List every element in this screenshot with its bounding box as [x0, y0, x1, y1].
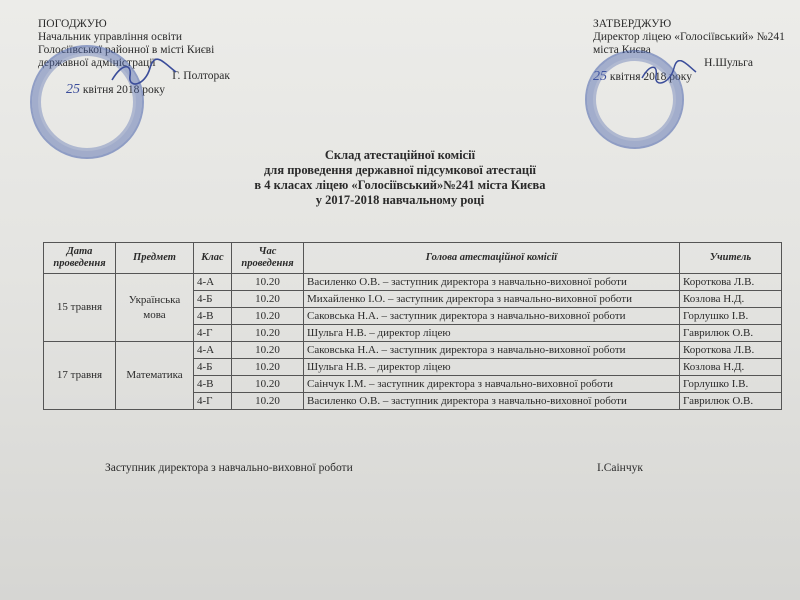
cell-class: 4-В	[194, 308, 232, 325]
cell-teacher: Козлова Н.Д.	[680, 291, 782, 308]
header-time: Час проведення	[232, 243, 304, 274]
cell-teacher: Гаврилюк О.В.	[680, 393, 782, 410]
header-class: Клас	[194, 243, 232, 274]
cell-class: 4-Б	[194, 359, 232, 376]
cell-date: 17 травня	[44, 342, 116, 410]
cell-head: Шульга Н.В. – директор ліцею	[304, 359, 680, 376]
cell-class: 4-А	[194, 342, 232, 359]
approve-line2-right: міста Києва	[593, 44, 651, 56]
footer-signer: І.Саінчук	[597, 462, 643, 474]
cell-class: 4-Б	[194, 291, 232, 308]
table-row	[44, 274, 782, 291]
cell-time: 10.20	[232, 376, 304, 393]
cell-class: 4-Г	[194, 393, 232, 410]
approve-signer-right: Н.Шульга	[704, 57, 753, 69]
cell-teacher: Короткова Л.В.	[680, 274, 782, 291]
approve-line1-left: Начальник управління освіти	[38, 31, 183, 43]
approve-heading-left: ПОГОДЖУЮ	[38, 18, 107, 30]
table-header-row	[44, 243, 782, 274]
header-subject: Предмет	[116, 243, 194, 274]
header-teacher: Учитель	[680, 243, 782, 274]
footer-position: Заступник директора з навчально-виховної роботи	[105, 462, 353, 474]
approve-date-left: квітня 2018 року	[82, 84, 165, 96]
cell-class: 4-В	[194, 376, 232, 393]
approve-heading-right: ЗАТВЕРДЖУЮ	[593, 18, 672, 30]
commission-table	[43, 242, 782, 410]
cell-subject: Математика	[116, 342, 194, 410]
cell-head: Василенко О.В. – заступник директора з навчально-виховної роботи	[304, 274, 680, 291]
title-line4: у 2017-2018 навчальному році	[315, 193, 485, 207]
signature-left	[110, 58, 180, 88]
cell-teacher: Козлова Н.Д.	[680, 359, 782, 376]
cell-time: 10.20	[232, 393, 304, 410]
cell-class: 4-А	[194, 274, 232, 291]
approve-line3-left: державної адміністрації	[38, 57, 156, 69]
approve-signer-left: Г. Полторак	[172, 70, 230, 82]
cell-subject: Українська мова	[116, 274, 194, 342]
cell-head: Саковська Н.А. – заступник директора з навчально-виховної роботи	[304, 342, 680, 359]
cell-time: 10.20	[232, 325, 304, 342]
document-title	[0, 148, 800, 208]
cell-head: Василенко О.В. – заступник директора з навчально-виховної роботи	[304, 393, 680, 410]
cell-teacher: Горлушко І.В.	[680, 308, 782, 325]
approve-line2-left: Голосіївської районної в місті Києві	[38, 44, 215, 56]
table-row	[44, 342, 782, 359]
approve-line1-right: Директор ліцею «Голосіївський» №241	[593, 31, 785, 43]
title-line2: для проведення державної підсумкової атестації	[263, 163, 537, 177]
title-line3: в 4 класах ліцею «Голосіївський»№241 міста Києва	[254, 178, 546, 192]
approve-date-day-left: 25	[66, 82, 80, 97]
cell-teacher: Короткова Л.В.	[680, 342, 782, 359]
cell-head: Саковська Н.А. – заступник директора з навчально-виховної роботи	[304, 308, 680, 325]
cell-time: 10.20	[232, 342, 304, 359]
commission-table-wrap	[43, 242, 781, 410]
cell-head: Михайленко І.О. – заступник директора з навчально-виховної роботи	[304, 291, 680, 308]
cell-time: 10.20	[232, 359, 304, 376]
approve-date-day-right: 25	[593, 69, 607, 84]
cell-time: 10.20	[232, 308, 304, 325]
header-head: Голова атестаційної комісії	[304, 243, 680, 274]
title-line1: Склад атестаційної комісії	[324, 148, 476, 162]
cell-date: 15 травня	[44, 274, 116, 342]
approve-date-right: квітня 2018 року	[609, 71, 692, 83]
cell-time: 10.20	[232, 291, 304, 308]
header-date: Дата проведення	[44, 243, 116, 274]
cell-class: 4-Г	[194, 325, 232, 342]
signature-right	[640, 60, 700, 86]
cell-teacher: Горлушко І.В.	[680, 376, 782, 393]
cell-head: Саінчук І.М. – заступник директора з навчально-виховної роботи	[304, 376, 680, 393]
cell-time: 10.20	[232, 274, 304, 291]
cell-teacher: Гаврилюк О.В.	[680, 325, 782, 342]
cell-head: Шульга Н.В. – директор ліцею	[304, 325, 680, 342]
